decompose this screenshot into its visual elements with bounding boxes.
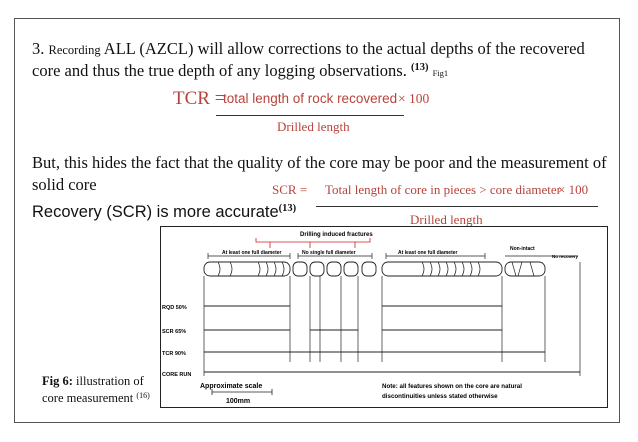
scr-formula-denominator: Drilled length — [410, 212, 483, 227]
scr-formula-numerator: Total length of core in pieces > core diameter — [325, 182, 561, 197]
label-no-recovery: No recovery — [552, 254, 579, 259]
row-label-core-run: CORE RUN — [162, 372, 192, 378]
caption-line-2: core measurement $^{(16)}$ — [42, 391, 150, 405]
reference-13-b: (13) — [278, 203, 297, 214]
tcr-fraction-bar — [216, 115, 404, 116]
row-label-tcr: TCR 90% — [162, 351, 186, 357]
label-full-diameter-2: At least one full diameter — [398, 250, 458, 256]
tcr-formula-denominator: Drilled length — [277, 119, 350, 134]
core-measurement-figure — [160, 226, 608, 408]
fig-ref: Fig1 — [432, 68, 449, 78]
scr-formula-multiplier: × 100 — [558, 182, 589, 197]
label-no-single: No single full diameter — [302, 250, 356, 256]
row-label-rqd: RQD 50% — [162, 305, 187, 311]
core-sticks — [204, 262, 545, 276]
paragraph-1-line-1: 3. Recording ALL (AZCL) will allow corrections to the actual depths of the recovered — [32, 39, 585, 58]
scr-formula-lhs: SCR = — [272, 182, 308, 197]
scr-fraction-bar — [316, 206, 598, 207]
note-line-2: discontinuities unless stated otherwise — [382, 393, 498, 400]
scale-title: Approximate scale — [200, 383, 263, 390]
tcr-formula-numerator: total length of rock recovered — [223, 91, 398, 106]
note-line-1: Note: all features shown on the core are natural — [382, 383, 522, 390]
reference-13: (13) — [410, 62, 429, 73]
paragraph-1-line-2: core and thus the true depth of any logging observations. $^{(13)}$ Fig1 — [32, 61, 449, 80]
figure-title: Drilling induced fractures — [300, 232, 373, 238]
paragraph-3: Recovery (SCR) is more accurate$^{(13)}$ — [32, 203, 297, 221]
caption-line-1: Fig 6: illustration of — [42, 374, 144, 388]
label-full-diameter-1: At least one full diameter — [222, 250, 282, 256]
tcr-formula-multiplier: × 100 — [398, 91, 430, 106]
label-non-intact: Non-intact — [510, 246, 535, 252]
paragraph-2-line-1: But, this hides the fact that the quality of the core may be poor and the measurement of — [32, 153, 607, 172]
scale-value: 100mm — [226, 398, 251, 405]
row-label-scr: SCR 65% — [162, 329, 187, 335]
paragraph-2-line-2: solid core — [32, 175, 97, 194]
tcr-formula-lhs: TCR = — [173, 88, 226, 109]
